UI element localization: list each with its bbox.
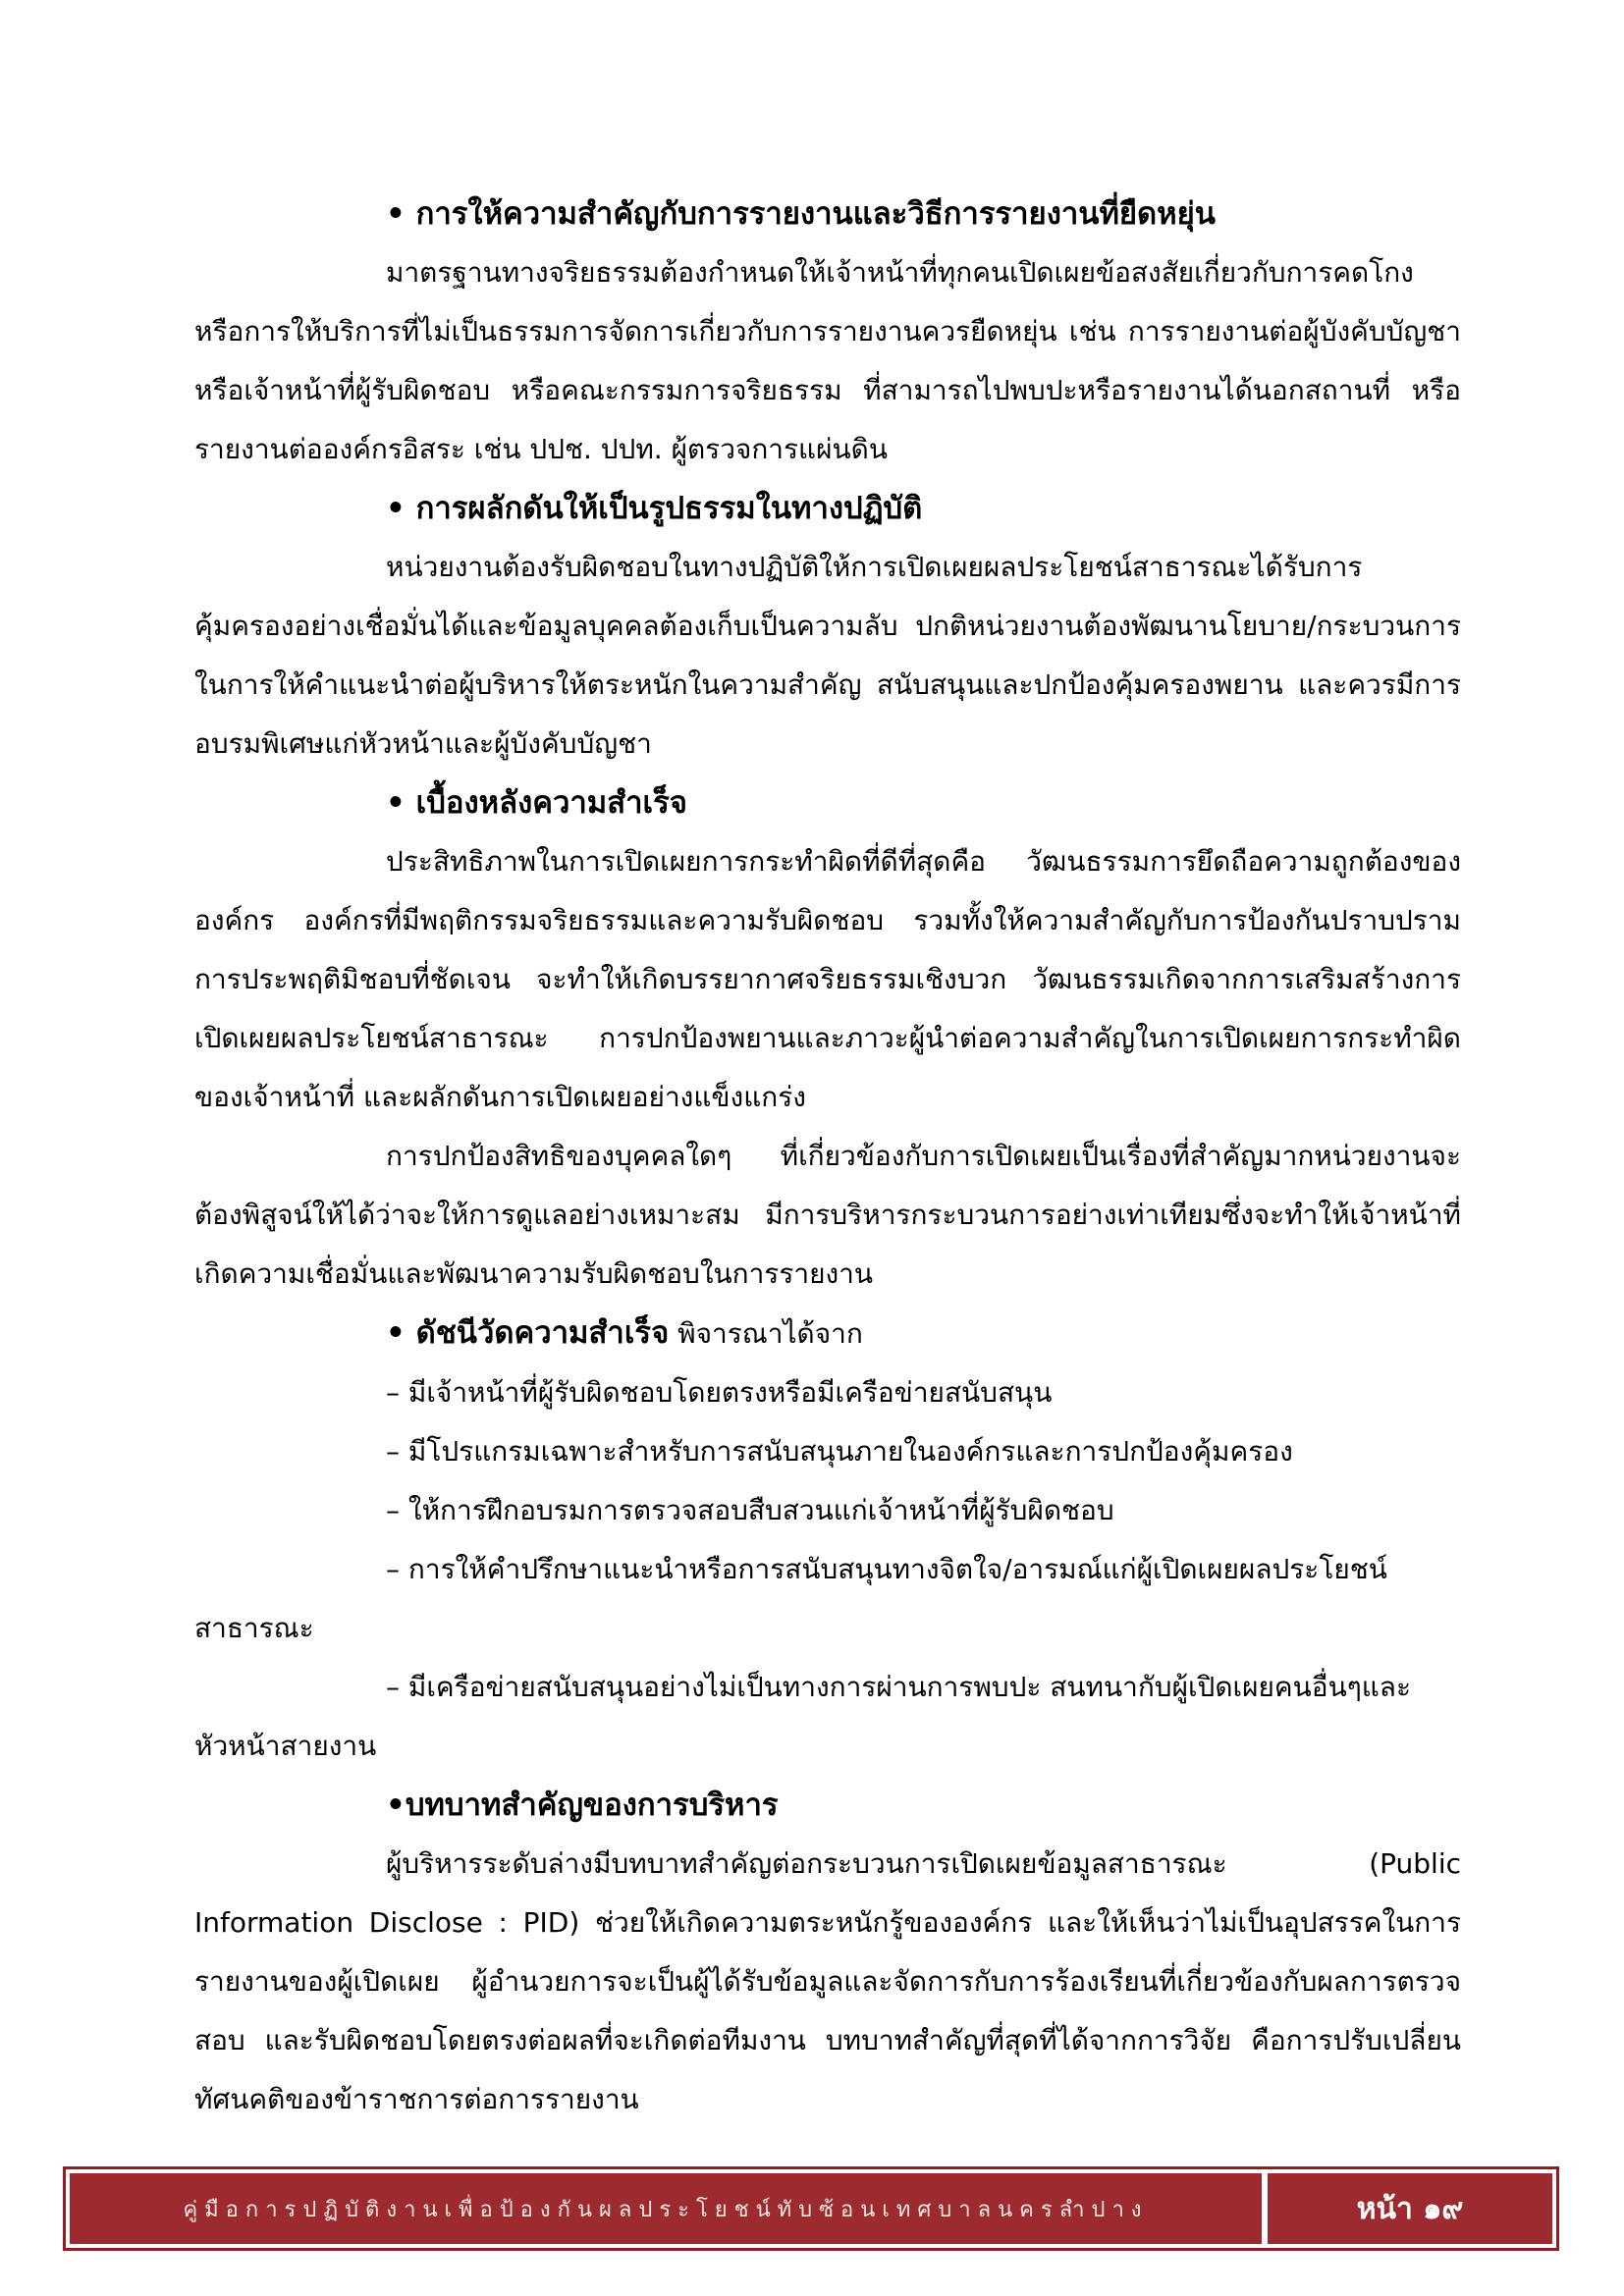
indicator-item-4: – การให้คำปรึกษาแนะนำหรือการสนับสนุนทางจิตใจ/อารมณ์แก่ผู้เปิดเผยผลประโยชน์สาธารณะ xyxy=(194,1553,1387,1644)
indicator-item-2: – มีโปรแกรมเฉพาะสำหรับการสนับสนุนภายในองค์กรและการปกป้องคุ้มครอง xyxy=(386,1435,1293,1468)
section-heading-flexible-reporting: • การให้ความสำคัญกับการรายงานและวิธีการรายงานที่ยืดหยุ่น xyxy=(386,196,1216,232)
paragraph-behind-success-2: การปกป้องสิทธิของบุคคลใดๆ ที่เกี่ยวข้องกับการเปิดเผยเป็นเรื่องที่สำคัญมากหน่วยงานจะต้องพิสูจน์ให้ได้ว่าจะให้การดูแลอย่างเหมาะสม มีการบริหารกระบวนการอย่างเท่าเทียมซึ่งจะทำให้เจ้าหน้าที่เกิดความเชื่อมั่นและพัฒนาความรับผิดชอบในการรายงาน xyxy=(194,1140,1461,1290)
footer-title: คู่มือการปฏิบัติงานเพื่อป้องกันผลประโยชน์ทับซ้อนเทศบาลนครลำปาง xyxy=(70,2173,1262,2244)
indicator-item-1: – มีเจ้าหน้าที่ผู้รับผิดชอบโดยตรงหรือมีเครือข่ายสนับสนุน xyxy=(386,1376,1053,1409)
indicators-heading: • ดัชนีวัดความสำเร็จ xyxy=(386,1315,670,1351)
section-heading-management: •บทบาทสำคัญของการบริหาร xyxy=(386,1788,779,1823)
section-heading-practice: • การผลักดันให้เป็นรูปธรรมในทางปฏิบัติ xyxy=(386,491,923,526)
page-number: หน้า ๑๙ xyxy=(1268,2173,1552,2244)
page-content xyxy=(194,185,1461,2129)
indicators-heading-line xyxy=(194,1304,1461,1363)
paragraph-behind-success-1: ประสิทธิภาพในการเปิดเผยการกระทำผิดที่ดีที่สุดคือ วัฒนธรรมการยึดถือความถูกต้องขององค์กร องค์กรที่มีพฤติกรรมจริยธรรมและความรับผิดชอบ รวมทั้งให้ความสำคัญกับการป้องกันปราบปรามการประพฤติมิชอบที่ชัดเจน จะทำให้เกิดบรรยากาศจริยธรรมเชิงบวก วัฒนธรรมเกิดจากการเสริมสร้างการเปิดเผยผลประโยชน์สาธารณะ การปกป้องพยานและภาวะผู้นำต่อความสำคัญในการเปิดเผยการกระทำผิดของเจ้าหน้าที่ และผลักดันการเปิดเผยอย่างแข็งแกร่ง xyxy=(194,845,1461,1113)
paragraph-practice: หน่วยงานต้องรับผิดชอบในทางปฏิบัติให้การเปิดเผยผลประโยชน์สาธารณะได้รับการคุ้มครองอย่างเชื่อมั่นได้และข้อมูลบุคคลต้องเก็บเป็นความลับ ปกติหน่วยงานต้องพัฒนานโยบาย/กระบวนการในการให้คำแนะนำต่อผู้บริหารให้ตระหนักในความสำคัญ สนับสนุนและปกป้องคุ้มครองพยาน และควรมีการอบรมพิเศษแก่หัวหน้าและผู้บังคับบัญชา xyxy=(194,551,1461,760)
page-footer xyxy=(63,2166,1559,2251)
paragraph-management: ผู้บริหารระดับล่างมีบทบาทสำคัญต่อกระบวนการเปิดเผยข้อมูลสาธารณะ (Public Information Disclose : PID) ช่วยให้เกิดความตระหนักรู้ขององค์กร และให้เห็นว่าไม่เป็นอุปสรรคในการรายงานของผู้เปิดเผย ผู้อำนวยการจะเป็นผู้ได้รับข้อมูลและจัดการกับการร้องเรียนที่เกี่ยวข้องกับผลการตรวจสอบ และรับผิดชอบโดยตรงต่อผลที่จะเกิดต่อทีมงาน บทบาทสำคัญที่สุดที่ได้จากการวิจัย คือการปรับเปลี่ยนทัศนคติของข้าราชการต่อการรายงาน xyxy=(194,1847,1461,2115)
indicator-item-5: – มีเครือข่ายสนับสนุนอย่างไม่เป็นทางการผ่านการพบปะ สนทนากับผู้เปิดเผยคนอื่นๆและหัวหน้าสายงาน xyxy=(194,1671,1411,1762)
paragraph-flexible-reporting: มาตรฐานทางจริยธรรมต้องกำหนดให้เจ้าหน้าที่ทุกคนเปิดเผยข้อสงสัยเกี่ยวกับการคดโกงหรือการให้บริการที่ไม่เป็นธรรมการจัดการเกี่ยวกับการรายงานควรยืดหยุ่น เช่น การรายงานต่อผู้บังคับบัญชาหรือเจ้าหน้าที่ผู้รับผิดชอบ หรือคณะกรรมการจริยธรรม ที่สามารถไปพบปะหรือรายงานได้นอกสถานที่ หรือรายงานต่อองค์กรอิสระ เช่น ปปช. ปปท. ผู้ตรวจการแผ่นดิน xyxy=(194,256,1461,465)
indicators-heading-suffix: พิจารณาได้จาก xyxy=(669,1317,863,1350)
indicator-item-3: – ให้การฝึกอบรมการตรวจสอบสืบสวนแก่เจ้าหน้าที่ผู้รับผิดชอบ xyxy=(386,1494,1114,1526)
section-heading-behind-success: • เบื้องหลังความสำเร็จ xyxy=(386,785,687,821)
footer-bar xyxy=(70,2173,1552,2244)
